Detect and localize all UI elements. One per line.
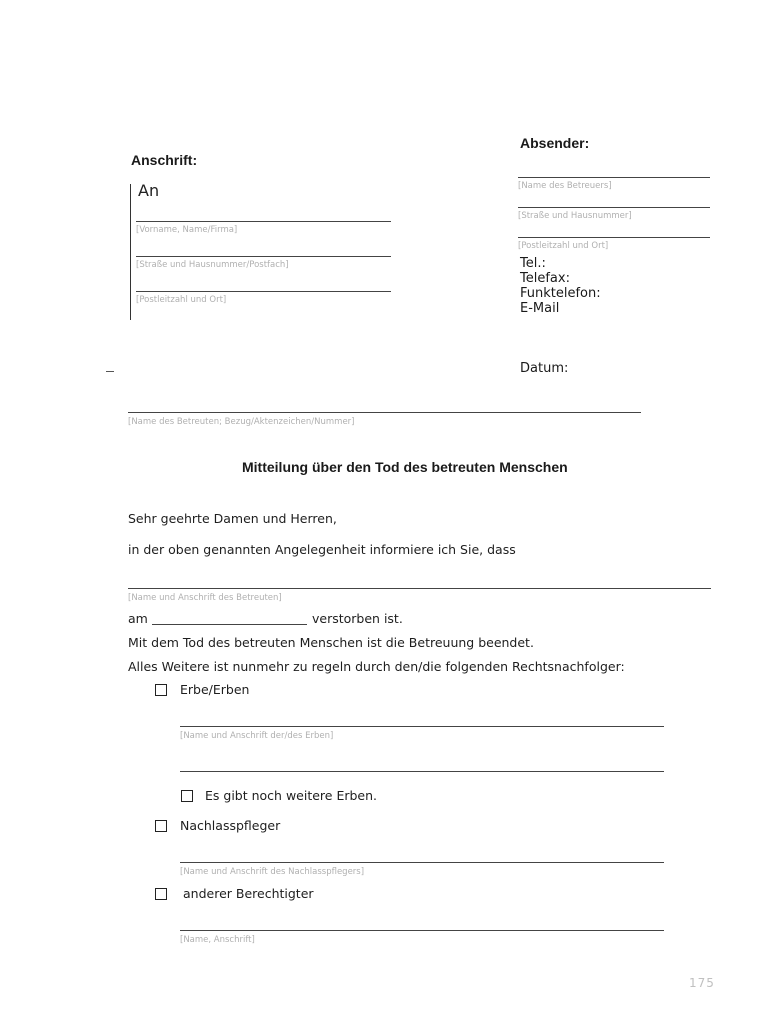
sender-street-line[interactable] — [518, 207, 710, 208]
sender-city-line[interactable] — [518, 237, 710, 238]
recipient-street-hint: [Straße und Hausnummer/Postfach] — [136, 260, 289, 270]
am-label: am — [128, 611, 148, 626]
sender-name-line[interactable] — [518, 177, 710, 178]
recipient-city-hint: [Postleitzahl und Ort] — [136, 295, 227, 305]
sender-name-hint: [Name des Betreuers] — [518, 181, 612, 191]
sender-tel-label: Tel.: — [520, 256, 546, 271]
person-hint: [Name und Anschrift des Betreuten] — [128, 593, 282, 603]
death-date-line[interactable] — [152, 624, 307, 625]
sender-mobile-label: Funktelefon: — [520, 286, 601, 301]
heirs-line-1[interactable] — [180, 726, 664, 727]
date-label: Datum: — [520, 361, 569, 376]
sender-fax-label: Telefax: — [520, 271, 570, 286]
recipient-heading: Anschrift: — [131, 152, 198, 168]
heirs-checkbox[interactable] — [155, 684, 167, 696]
sender-city-hint: [Postleitzahl und Ort] — [518, 241, 609, 251]
heirs-label: Erbe/Erben — [180, 682, 250, 697]
more-heirs-checkbox[interactable] — [181, 790, 193, 802]
recipient-name-line[interactable] — [136, 221, 391, 222]
heirs-line-2[interactable] — [180, 771, 664, 772]
custodian-hint: [Name und Anschrift des Nachlasspflegers] — [180, 867, 365, 877]
ended-text: Mit dem Tod des betreuten Menschen ist die Betreuung beendet. — [128, 635, 534, 650]
custodian-checkbox[interactable] — [155, 820, 167, 832]
other-label: anderer Berechtigter — [183, 886, 314, 901]
further-text: Alles Weitere ist nunmehr zu regeln durch den/die folgenden Rechtsnachfolger: — [128, 659, 625, 674]
custodian-line[interactable] — [180, 862, 664, 863]
fold-mark — [106, 371, 114, 372]
more-heirs-label: Es gibt noch weitere Erben. — [205, 788, 378, 803]
recipient-city-line[interactable] — [136, 291, 391, 292]
recipient-margin-bar — [130, 184, 131, 320]
sender-heading: Absender: — [520, 135, 590, 151]
heirs-hint: [Name und Anschrift der/des Erben] — [180, 731, 334, 741]
intro-text: in der oben genannten Angelegenheit informiere ich Sie, dass — [128, 542, 516, 557]
sender-street-hint: [Straße und Hausnummer] — [518, 211, 632, 221]
person-line[interactable] — [128, 588, 711, 589]
deceased-text: verstorben ist. — [312, 611, 403, 626]
recipient-street-line[interactable] — [136, 256, 391, 257]
recipient-name-hint: [Vorname, Name/Firma] — [136, 225, 238, 235]
recipient-an-label: An — [138, 181, 160, 200]
page-number: 175 — [689, 976, 715, 990]
other-line[interactable] — [180, 930, 664, 931]
greeting-text: Sehr geehrte Damen und Herren, — [128, 511, 337, 526]
other-hint: [Name, Anschrift] — [180, 935, 255, 945]
reference-hint: [Name des Betreuten; Bezug/Aktenzeichen/Nummer] — [128, 417, 355, 427]
reference-line[interactable] — [128, 412, 641, 413]
custodian-label: Nachlasspfleger — [180, 818, 281, 833]
document-title: Mitteilung über den Tod des betreuten Menschen — [242, 459, 568, 475]
sender-email-label: E-Mail — [520, 301, 560, 316]
other-checkbox[interactable] — [155, 888, 167, 900]
